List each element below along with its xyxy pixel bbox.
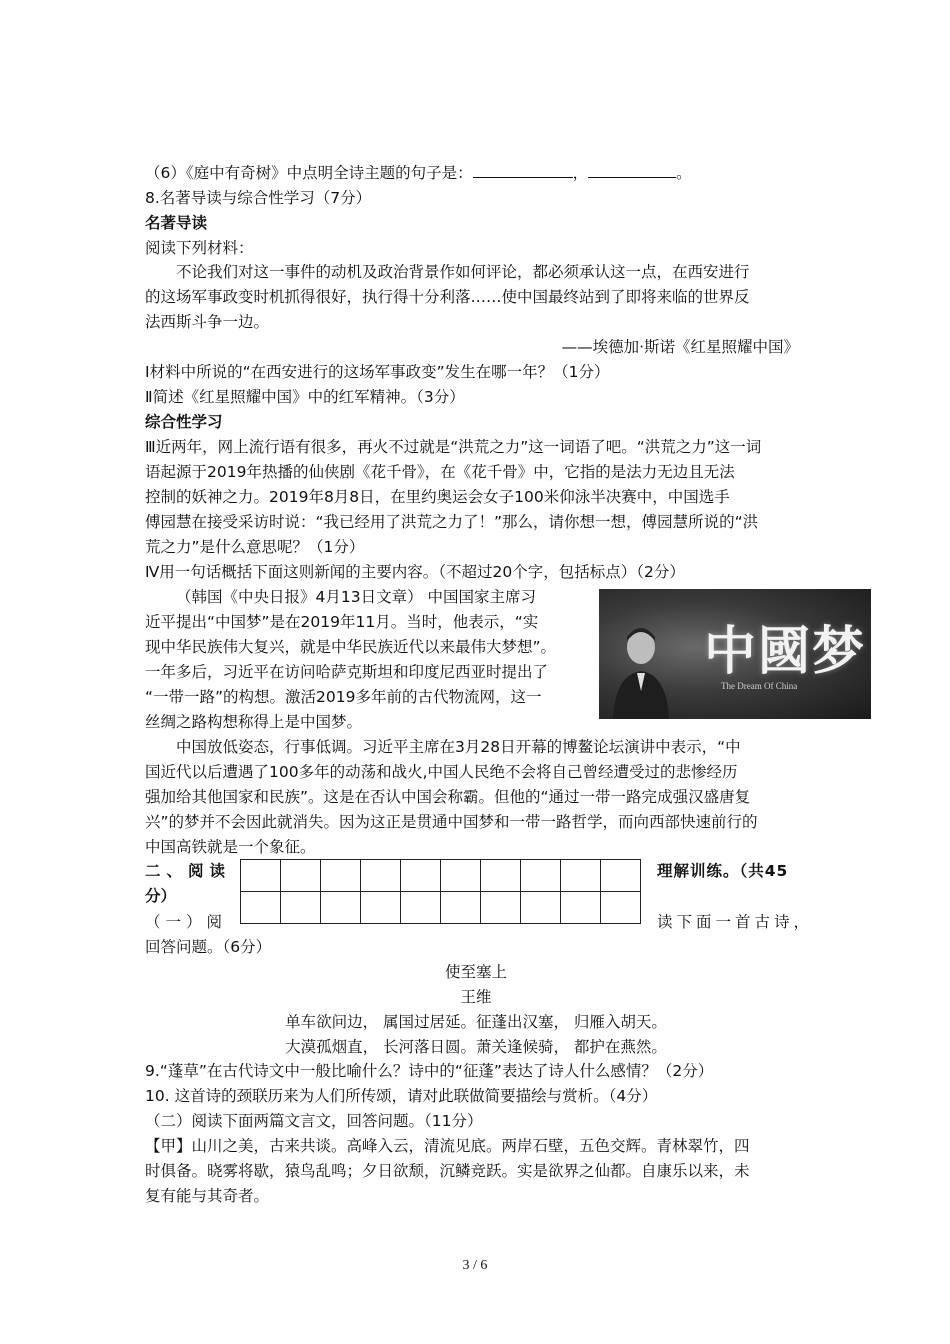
quote-line: 法西斯斗争一边。	[145, 313, 270, 331]
score-cell[interactable]	[521, 892, 561, 924]
part-2-title: （二）阅读下面两篇文言文，回答问题。（11分）	[145, 1112, 483, 1130]
news-line: 中国高铁就是一个象征。	[145, 838, 316, 856]
question-i: Ⅰ材料中所说的“在西安进行的这场军事政变”发生在哪一年？（1分）	[145, 363, 610, 381]
news-line: 现中华民族伟大复兴，就是中华民族近代以来最伟大梦想”。	[145, 638, 557, 656]
score-cell[interactable]	[481, 860, 521, 892]
quote-line: 的这场军事政变时机抓得很好，执行得十分利落……使中国最终站到了即将来临的世界反	[145, 288, 750, 306]
question-iii-line: 控制的妖神之力。2019年8月8日，在里约奥运会女子100米仰泳半决赛中，中国选手	[145, 488, 730, 506]
question-10: 10. 这首诗的颈联历来为人们所传颂，请对此联做简要描绘与赏析。（4分）	[145, 1087, 658, 1105]
poem-line: 大漠孤烟直， 长河落日圆。萧关逢候骑， 都护在燕然。	[285, 1038, 667, 1056]
question-ii: Ⅱ简述《红星照耀中国》中的红军精神。（3分）	[145, 388, 465, 406]
news-line: 兴”的梦并不会因此就消失。因为这正是贯通中国梦和一带一路哲学，而向西部快速前行的	[145, 813, 758, 831]
section-2-title-right: 理解训练。（共45	[657, 862, 789, 880]
score-cell[interactable]	[601, 892, 641, 924]
question-iii-line: 荒之力”是什么意思呢？（1分）	[145, 538, 365, 556]
question-iii-line: 语起源于2019年热播的仙侠剧《花千骨》，在《花千骨》中，它指的是法力无边且无法	[145, 463, 735, 481]
score-cell[interactable]	[561, 860, 601, 892]
person-figure-icon	[611, 619, 671, 719]
classical-text-line: 时俱备。晓雾将歇，猿鸟乱鸣；夕日欲颓，沉鳞竞跃。实是欲界之仙都。自康乐以来，未	[145, 1162, 750, 1180]
question-9: 9.“蓬草”在古代诗文中一般比喻什么？诗中的“征蓬”表达了诗人什么感情？（2分）	[145, 1062, 714, 1080]
poem-author: 王维	[460, 988, 492, 1006]
score-cell[interactable]	[281, 860, 321, 892]
score-cell[interactable]	[401, 892, 441, 924]
quote-source: ——埃德加·斯诺《红星照耀中国》	[561, 338, 799, 356]
quote-line: 不论我们对这一事件的动机及政治背景作如何评论，都必须承认这一点，在西安进行	[176, 263, 750, 281]
score-cell[interactable]	[321, 892, 361, 924]
question-iii-line: 傅园慧在接受采访时说：“我已经用了洪荒之力了！”那么，请你想一想，傅园慧所说的“洪	[145, 513, 759, 531]
reading-intro: 阅读下列材料：	[145, 239, 254, 257]
image-title: 中國梦	[704, 621, 867, 682]
classical-text-line: 复有能与其奇者。	[145, 1187, 270, 1205]
score-cell[interactable]	[441, 860, 481, 892]
section-heading-classics: 名著导读	[145, 214, 208, 232]
news-line: （韩国《中央日报》4月13日文章） 中国国家主席习	[176, 588, 537, 606]
page-number: 3 / 6	[462, 1258, 488, 1273]
news-line: 丝绸之路构想称得上是中国梦。	[145, 713, 363, 731]
score-cell[interactable]	[241, 860, 281, 892]
score-cell[interactable]	[481, 892, 521, 924]
question-6: （6）《庭中有奇树》中点明全诗主题的句子是： ， 。	[145, 164, 692, 182]
news-line: 国近代以后遭遇了100多年的动荡和战火,中国人民绝不会将自己曾经遭受过的悲惨经历	[145, 763, 738, 781]
image-subtitle: The Dream Of China	[721, 681, 798, 691]
question-iv: Ⅳ用一句话概括下面这则新闻的主要内容。（不超过20个字，包括标点）（2分）	[145, 563, 685, 581]
news-line: “一带一路”的构想。激活2019多年前的古代物流网，这一	[145, 688, 542, 706]
score-grid	[240, 859, 641, 924]
poem-line: 单车欲问边， 属国过居延。征蓬出汉塞， 归雁入胡天。	[285, 1013, 667, 1031]
classical-text-line: 【甲】山川之美，古来共谈。高峰入云，清流见底。两岸石壁，五色交辉。青林翠竹，四	[145, 1137, 750, 1155]
score-cell[interactable]	[361, 860, 401, 892]
china-dream-image	[599, 589, 871, 719]
score-cell[interactable]	[441, 892, 481, 924]
part-1-title-right: 读下面一首古诗，	[657, 913, 814, 931]
score-cell[interactable]	[241, 892, 281, 924]
section-2-title-left: 二、阅读	[145, 862, 232, 880]
question-8-title: 8.名著导读与综合性学习（7分）	[145, 189, 372, 207]
news-line: 中国放低姿态，行事低调。习近平主席在3月28日开幕的博鳌论坛演讲中表示，“中	[176, 738, 741, 756]
poem-title: 使至塞上	[444, 963, 507, 981]
news-line: 近平提出“中国梦”是在2019年11月。当时，他表示，“实	[145, 613, 539, 631]
score-cell[interactable]	[601, 860, 641, 892]
score-cell[interactable]	[561, 892, 601, 924]
score-cell[interactable]	[321, 860, 361, 892]
question-iii-line: Ⅲ近两年，网上流行语有很多，再火不过就是“洪荒之力”这一词语了吧。“洪荒之力”这一词	[145, 438, 762, 456]
answer-blank-2[interactable]	[588, 163, 676, 178]
section-2-title-end: 分）	[145, 887, 177, 905]
score-cell[interactable]	[281, 892, 321, 924]
part-1-title-end: 回答问题。（6分）	[145, 938, 272, 956]
answer-blank-1[interactable]	[473, 163, 573, 178]
news-line: 强加给其他国家和民族”。这是在否认中国会称霸。但他的“通过一带一路完成强汉盛唐复	[145, 788, 751, 806]
news-line: 一年多后，习近平在访问哈萨克斯坦和印度尼西亚时提出了	[145, 663, 549, 681]
section-heading-integrated: 综合性学习	[145, 413, 223, 431]
part-1-title-left: （一）阅	[145, 913, 228, 931]
score-cell[interactable]	[521, 860, 561, 892]
score-cell[interactable]	[361, 892, 401, 924]
score-cell[interactable]	[401, 860, 441, 892]
